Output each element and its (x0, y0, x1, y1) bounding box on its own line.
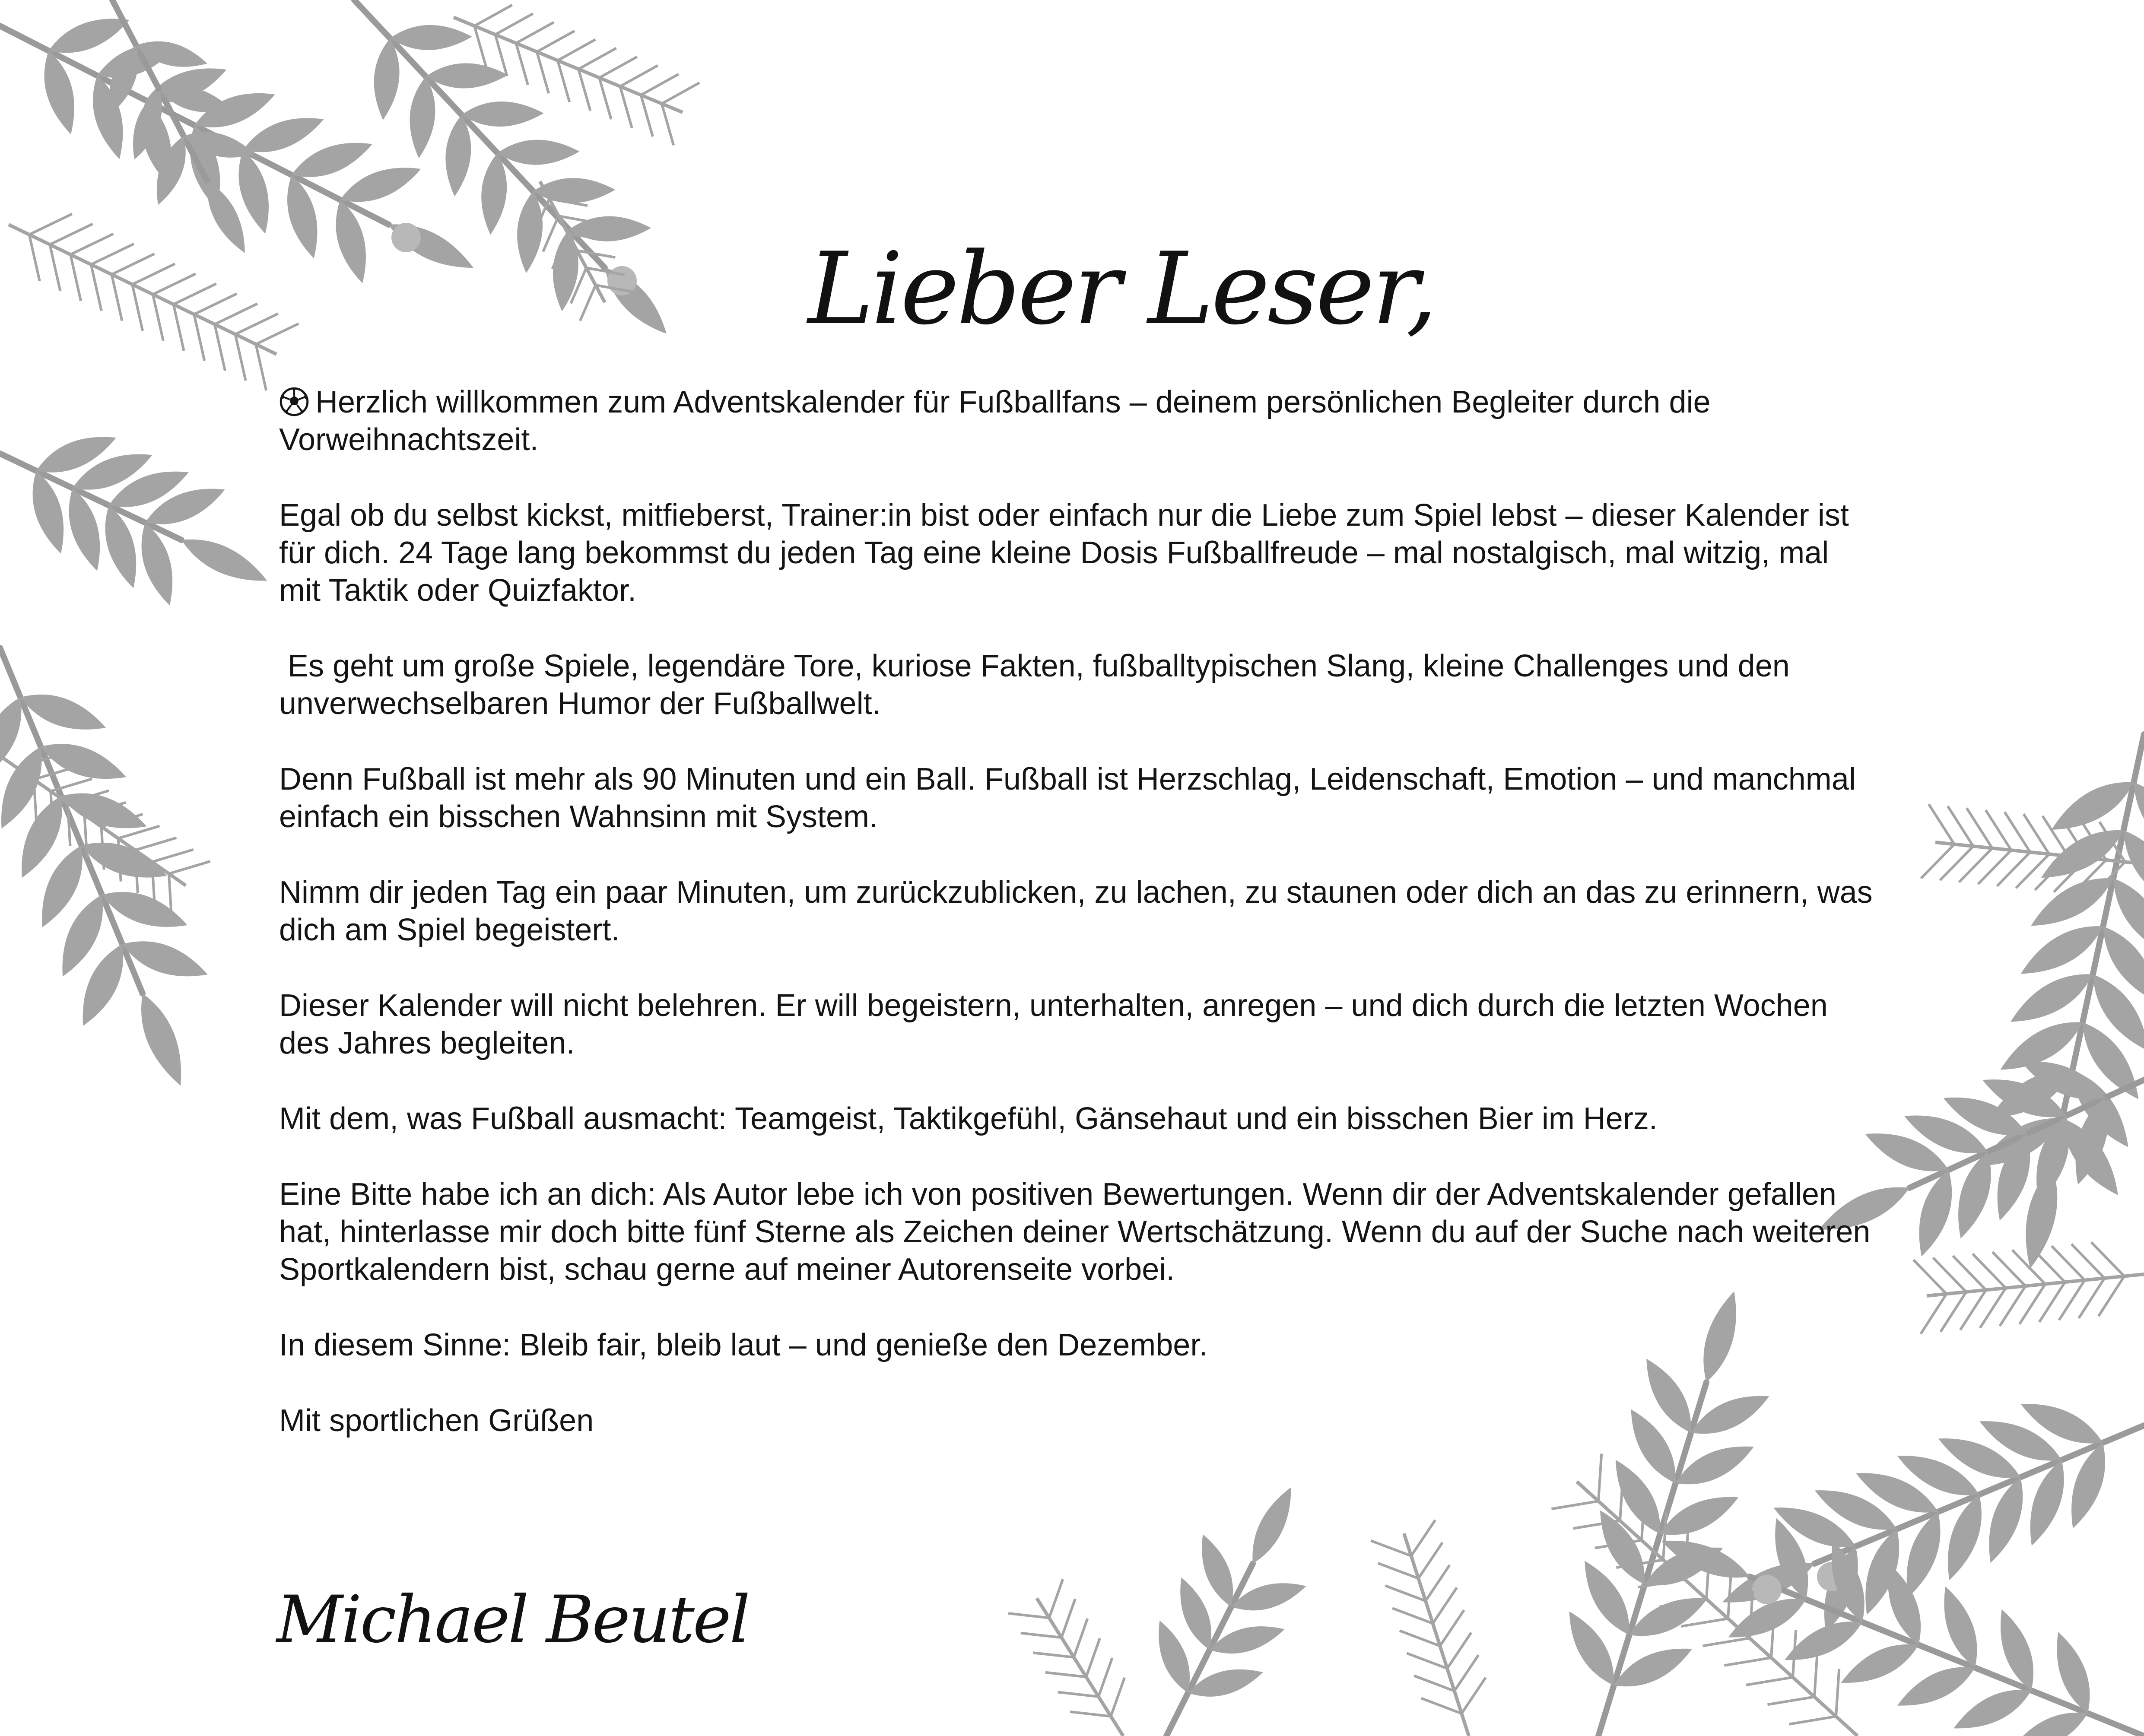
fern-needle (1074, 1619, 1088, 1657)
fern-needle (543, 216, 559, 252)
fern-needle (91, 244, 134, 265)
fern-needle (1681, 1619, 1728, 1626)
fern-needle (132, 284, 143, 330)
fern-needle (1111, 1678, 1124, 1717)
fern-needle (1728, 1571, 1731, 1619)
leaf-shape (410, 76, 435, 158)
fern-needle (1414, 1676, 1455, 1691)
letter-paragraph-1-text: Herzlich willkommen zum Adventskalender für Fußballfans – deinem persönlichen Begleiter durch die Vorweihnachtszeit. (279, 385, 1719, 457)
fern-needle (1836, 1669, 1839, 1717)
fern-needle (2016, 854, 2049, 888)
fern-needle (1426, 1565, 1450, 1601)
fern-needle (1940, 846, 1973, 880)
fern-needle (174, 284, 216, 305)
leaf-shape (462, 102, 544, 127)
fern-needle (1385, 1586, 1426, 1601)
fern-needle (1407, 1653, 1447, 1668)
leaf-shape (2021, 926, 2103, 974)
fern-needle (215, 304, 257, 324)
letter-paragraph-4: Denn Fußball ist mehr als 90 Minuten und ein Ball. Fußball ist Herzschlag, Leidenschaft, Emotion – und manchmal einfach ein bisschen Wahnsinn mit System. (279, 762, 1864, 834)
fern-needle (495, 13, 533, 35)
fern-needle (1551, 1501, 1598, 1509)
leaf-shape (141, 993, 181, 1086)
leaf-shape (83, 944, 124, 1026)
fern-needle (132, 264, 175, 285)
leaf-shape (426, 63, 508, 88)
fern-needle (662, 104, 673, 145)
fern-needle (1433, 1587, 1457, 1623)
fern-needle (153, 274, 196, 295)
leaf-shape (1841, 1644, 1919, 1683)
fern-needle (516, 22, 554, 43)
letter-paragraph-3: Es geht um große Spiele, legendäre Tore, kuriose Fakten, fußballtypischen Slang, kleine Challenges und den unverwechselbaren Humor der Fußballwelt. (279, 649, 1798, 721)
leaf-shape (243, 118, 324, 152)
leaf-shape (49, 19, 130, 53)
leaf-shape (445, 115, 471, 197)
fern-needle (169, 861, 210, 874)
fern-needle (50, 224, 92, 244)
letter-closing: Mit sportlichen Grüßen (279, 1403, 594, 1438)
leaf-shape (1202, 1534, 1233, 1607)
leaf-shape (181, 540, 267, 581)
fern-needle (1921, 844, 1954, 879)
author-signature: Michael Beutel (276, 1582, 749, 1657)
fern-needle (474, 5, 512, 26)
fern-needle (1058, 1692, 1098, 1697)
fern-needle (1789, 1717, 1836, 1724)
leaf-shape (1569, 1612, 1614, 1685)
fern-needle (174, 305, 184, 351)
fern-needle (1061, 1599, 1075, 1638)
greeting-heading: Lieber Leser, (808, 232, 1435, 347)
soccer-ball-icon (279, 387, 309, 417)
fern-needle (1793, 1630, 1796, 1677)
fern-needle (580, 285, 596, 321)
letter-paragraph-8: Eine Bitte habe ich an dich: Als Autor lebe ich von positiven Bewertungen. Wenn dir der Adventskalender gefallen hat, hinterlasse mir doch bitte fünf Sterne als Zeichen deiner Wertschätzung. Wenn du auf der Suche nach weiteren Sportkalendern bist, schau gerne auf meiner Autorenseite vorbei. (279, 1177, 1879, 1287)
fern-needle (1008, 1613, 1049, 1618)
fern-needle (1767, 1697, 1814, 1704)
leaf-shape (390, 25, 472, 50)
fern-needle (1724, 1658, 1771, 1666)
fern-needle (662, 83, 699, 104)
fern-needle (1702, 1638, 1750, 1646)
fern-needle (1418, 1542, 1442, 1578)
fern-needle (1045, 1673, 1086, 1677)
fern-needle (641, 74, 679, 95)
letter-paragraph-5: Nimm dir jeden Tag ein paar Minuten, um zurückzublicken, zu lachen, zu staunen oder dich an das zu erinnern, was dich am Spiel begeistert. (279, 875, 1881, 947)
leaf-shape (292, 143, 372, 177)
fern-needle (194, 314, 204, 361)
fern-needle (578, 48, 616, 69)
fern-needle (256, 344, 266, 390)
fern-needle (537, 31, 575, 52)
fern-needle (135, 838, 177, 851)
fern-needle (1447, 1633, 1471, 1669)
fern-needle (1392, 1608, 1433, 1623)
fern-needle (235, 314, 278, 334)
letter-paragraph-2: Egal ob du selbst kickst, mitfieberst, Trainer:in bist oder einfach nur die Liebe zum Spiel lebst – dieser Kalender ist für dich. 24 Tage lang bekommst du jeden Tag eine kleine Dosis Fußballfreude – mal nostalgisch, mal witzig, mal mit Taktik oder Quizfaktor. (279, 498, 1858, 608)
letter-paragraph-1 (279, 384, 1877, 459)
fern-needle (537, 52, 549, 93)
leaf-shape (374, 38, 400, 120)
fern-needle (620, 65, 657, 86)
fern-needle (558, 39, 595, 60)
leaf-shape (1897, 1667, 1975, 1705)
fern-needle (256, 324, 299, 344)
fern-needle (1959, 848, 1992, 882)
fern-needle (1421, 1698, 1462, 1714)
fern-needle (1086, 1638, 1100, 1677)
fern-needle (235, 334, 246, 381)
fern-needle (194, 294, 237, 314)
fern-needle (1049, 1579, 1063, 1618)
fern-needle (558, 60, 569, 102)
leaf-shape (2011, 974, 2093, 1022)
fern-needle (1021, 1633, 1061, 1638)
letter-paragraph-9: In diesem Sinne: Bleib fair, bleib laut – und genieße den Dezember. (279, 1328, 1208, 1362)
fern-needle (1461, 1678, 1486, 1714)
fern-needle (1371, 1541, 1411, 1556)
fern-needle (153, 295, 163, 341)
letter-paragraph-6: Dieser Kalender will nicht belehren. Er will begeistern, unterhalten, anregen – und dich durch die letzten Wochen des Jahres begleiten. (279, 988, 1836, 1060)
leaf-shape (1252, 1487, 1291, 1564)
leaf-shape (1953, 1690, 2031, 1728)
berry-shape (1752, 1575, 1782, 1604)
fern-needle (1746, 1677, 1793, 1685)
fern-needle (578, 69, 590, 111)
fern-needle (70, 234, 113, 254)
leaf-shape (22, 796, 62, 878)
leaf-shape (1180, 1577, 1211, 1650)
fern-needle (641, 95, 653, 136)
fern-needle (118, 838, 121, 882)
fern-needle (1440, 1610, 1464, 1646)
fern-needle (1978, 850, 2011, 884)
berry-shape (391, 223, 421, 252)
fern-needle (152, 850, 194, 862)
fern-needle (599, 78, 611, 119)
fern-needle (1033, 1653, 1074, 1657)
fern-needle (111, 274, 122, 321)
fern-needle (29, 214, 72, 235)
fern-needle (620, 86, 632, 128)
fern-needle (1378, 1563, 1419, 1578)
fern-needle (1070, 1712, 1111, 1717)
leaf-shape (1585, 1561, 1629, 1635)
leaf-shape (62, 895, 103, 976)
fern-needle (599, 57, 637, 78)
fern-needle (1099, 1658, 1112, 1697)
leaf-shape (2010, 1713, 2088, 1736)
letter-paragraph-7: Mit dem, was Fußball ausmacht: Teamgeist, Taktikgefühl, Gänsehaut und ein bisschen Bier im Herz. (279, 1101, 1658, 1136)
fern-needle (516, 43, 528, 85)
leaf-shape (42, 845, 83, 927)
leaf-shape (207, 181, 245, 253)
leaf-shape (553, 229, 578, 311)
leaf-shape (1159, 1621, 1190, 1693)
leaf-shape (517, 191, 543, 273)
leaf-shape (497, 140, 579, 165)
fern-needle (91, 264, 102, 311)
fern-needle (1598, 1454, 1601, 1501)
letter-body (279, 384, 1881, 1440)
fern-needle (1997, 852, 2030, 886)
fern-needle (474, 26, 486, 67)
fern-needle (111, 254, 154, 275)
leaf-shape (481, 153, 507, 235)
fern-needle (29, 235, 40, 281)
leaf-shape (340, 168, 421, 202)
fern-needle (1455, 1655, 1479, 1691)
fern-needle (215, 324, 225, 371)
fern-needle (50, 244, 60, 291)
fern-needle (70, 254, 81, 301)
fern-needle (1411, 1520, 1436, 1556)
fern-needle (1400, 1631, 1440, 1646)
